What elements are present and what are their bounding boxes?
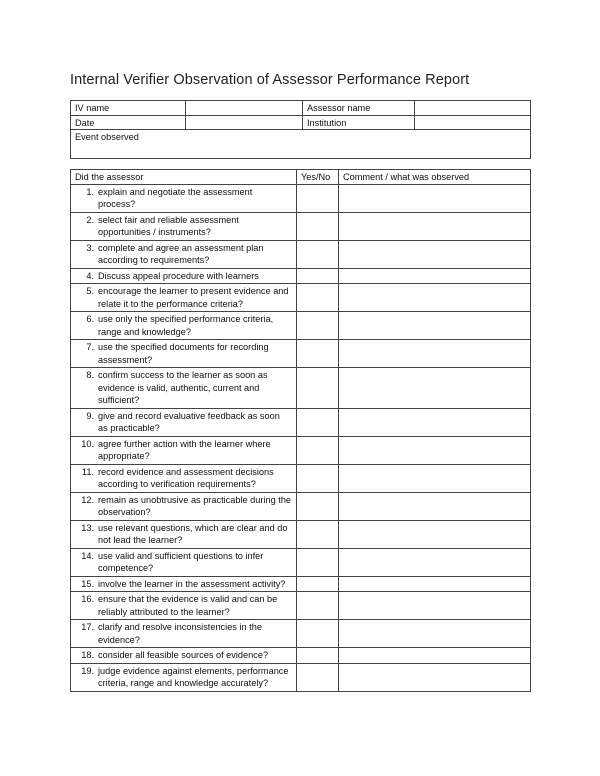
item-text: encourage the learner to present evidence and relate it to the performance criteria? — [98, 286, 289, 309]
assessor-name-label: Assessor name — [303, 101, 415, 116]
comment-cell[interactable] — [339, 492, 531, 520]
yes-no-cell[interactable] — [297, 184, 339, 212]
col-yes-no-header: Yes/No — [297, 170, 339, 185]
comment-cell[interactable] — [339, 284, 531, 312]
item-text: remain as unobtrusive as practicable during the observation? — [98, 494, 292, 517]
comment-cell[interactable] — [339, 408, 531, 436]
item-text: use the specified documents for recording assessment? — [98, 342, 269, 365]
yes-no-cell[interactable] — [297, 312, 339, 340]
comment-cell[interactable] — [339, 663, 531, 691]
item-number: 18. — [81, 650, 94, 660]
item-number: 4. — [86, 270, 94, 281]
yes-no-cell[interactable] — [297, 284, 339, 312]
item-number: 16. — [81, 594, 94, 604]
item-text: Discuss appeal procedure with learners — [98, 270, 259, 281]
checklist-row — [71, 576, 531, 592]
item-text: give and record evaluative feedback as soon as practicable? — [98, 410, 280, 433]
comment-cell[interactable] — [339, 368, 531, 409]
checklist-row — [71, 492, 531, 520]
checklist-question — [71, 620, 297, 648]
yes-no-cell[interactable] — [297, 548, 339, 576]
comment-cell[interactable] — [339, 268, 531, 284]
item-number: 2. — [86, 214, 94, 225]
item-text: use only the specified performance criteria, range and knowledge? — [98, 314, 274, 337]
checklist-row — [71, 212, 531, 240]
yes-no-cell[interactable] — [297, 576, 339, 592]
item-number: 3. — [86, 242, 94, 253]
yes-no-cell[interactable] — [297, 212, 339, 240]
checklist-question — [71, 340, 297, 368]
item-number: 15. — [81, 578, 94, 589]
date-field[interactable] — [186, 115, 303, 130]
comment-cell[interactable] — [339, 240, 531, 268]
checklist-row — [71, 240, 531, 268]
item-text: ensure that the evidence is valid and can be reliably attributed to the learner? — [98, 594, 278, 617]
yes-no-cell[interactable] — [297, 492, 339, 520]
checklist-row — [71, 520, 531, 548]
yes-no-cell[interactable] — [297, 620, 339, 648]
item-number: 10. — [81, 438, 94, 449]
checklist-row — [71, 592, 531, 620]
checklist-question — [71, 312, 297, 340]
event-observed-field[interactable] — [71, 130, 531, 159]
checklist-row — [71, 408, 531, 436]
checklist-question — [71, 368, 297, 409]
col-comment-header: Comment / what was observed — [339, 170, 531, 185]
checklist-question — [71, 520, 297, 548]
item-number: 17. — [81, 622, 94, 632]
checklist-row — [71, 663, 531, 691]
yes-no-cell[interactable] — [297, 592, 339, 620]
comment-cell[interactable] — [339, 548, 531, 576]
yes-no-cell[interactable] — [297, 648, 339, 664]
checklist-question — [71, 492, 297, 520]
yes-no-cell[interactable] — [297, 368, 339, 409]
item-text: agree further action with the learner where appropriate? — [98, 438, 271, 461]
yes-no-cell[interactable] — [297, 520, 339, 548]
checklist-row — [71, 620, 531, 648]
checklist-question — [71, 576, 297, 592]
assessor-checklist-table — [70, 169, 531, 692]
comment-cell[interactable] — [339, 312, 531, 340]
event-observed-label: Event observed — [75, 132, 139, 142]
iv-name-field[interactable] — [186, 101, 303, 116]
comment-cell[interactable] — [339, 576, 531, 592]
item-number: 9. — [86, 410, 94, 421]
item-number: 5. — [86, 286, 94, 296]
checklist-question — [71, 464, 297, 492]
checklist-question — [71, 284, 297, 312]
comment-cell[interactable] — [339, 464, 531, 492]
comment-cell[interactable] — [339, 184, 531, 212]
checklist-question — [71, 408, 297, 436]
comment-cell[interactable] — [339, 212, 531, 240]
item-number: 12. — [81, 494, 94, 505]
item-number: 13. — [81, 522, 94, 533]
item-number: 14. — [81, 550, 94, 561]
date-label: Date — [71, 115, 186, 130]
yes-no-cell[interactable] — [297, 464, 339, 492]
item-text: consider all feasible sources of evidence? — [98, 650, 269, 660]
comment-cell[interactable] — [339, 592, 531, 620]
checklist-row — [71, 184, 531, 212]
checklist-question — [71, 268, 297, 284]
checklist-row — [71, 284, 531, 312]
checklist-question — [71, 592, 297, 620]
item-number: 6. — [86, 314, 94, 324]
item-number: 1. — [86, 186, 94, 197]
yes-no-cell[interactable] — [297, 340, 339, 368]
checklist-row — [71, 340, 531, 368]
yes-no-cell[interactable] — [297, 268, 339, 284]
checklist-question — [71, 436, 297, 464]
assessor-name-field[interactable] — [415, 101, 531, 116]
page-title: Internal Verifier Observation of Assessor Performance Report — [70, 72, 470, 88]
checklist-question — [71, 212, 297, 240]
item-text: explain and negotiate the assessment process? — [98, 186, 253, 209]
item-text: judge evidence against elements, performance criteria, range and knowledge accurately? — [98, 665, 289, 688]
header-info-table — [70, 100, 531, 159]
yes-no-cell[interactable] — [297, 436, 339, 464]
institution-field[interactable] — [415, 115, 531, 130]
checklist-row — [71, 312, 531, 340]
item-text: involve the learner in the assessment activity? — [98, 578, 286, 589]
col-question-header: Did the assessor — [71, 170, 297, 185]
checklist-row — [71, 548, 531, 576]
checklist-row — [71, 268, 531, 284]
item-text: record evidence and assessment decisions according to verification requirements? — [98, 466, 274, 489]
item-number: 8. — [86, 370, 94, 380]
item-number: 7. — [86, 342, 94, 352]
checklist-row — [71, 648, 531, 664]
item-number: 19. — [81, 665, 94, 676]
iv-name-label: IV name — [71, 101, 186, 116]
item-text: complete and agree an assessment plan according to requirements? — [98, 242, 264, 265]
checklist-question — [71, 240, 297, 268]
comment-cell[interactable] — [339, 648, 531, 664]
checklist-row — [71, 368, 531, 409]
item-text: use relevant questions, which are clear and do not lead the learner? — [98, 522, 288, 545]
comment-cell[interactable] — [339, 340, 531, 368]
yes-no-cell[interactable] — [297, 408, 339, 436]
comment-cell[interactable] — [339, 520, 531, 548]
checklist-question — [71, 184, 297, 212]
checklist-row — [71, 464, 531, 492]
checklist-question — [71, 648, 297, 664]
comment-cell[interactable] — [339, 620, 531, 648]
item-text: select fair and reliable assessment opportunities / instruments? — [98, 214, 239, 237]
checklist-row — [71, 436, 531, 464]
item-text: use valid and sufficient questions to infer competence? — [98, 550, 264, 573]
institution-label: Institution — [303, 115, 415, 130]
item-text: confirm success to the learner as soon as evidence is valid, authentic, current and sufficient? — [98, 370, 268, 405]
yes-no-cell[interactable] — [297, 663, 339, 691]
yes-no-cell[interactable] — [297, 240, 339, 268]
checklist-question — [71, 663, 297, 691]
comment-cell[interactable] — [339, 436, 531, 464]
item-text: clarify and resolve inconsistencies in the evidence? — [98, 622, 262, 645]
item-number: 11. — [81, 466, 94, 477]
checklist-question — [71, 548, 297, 576]
